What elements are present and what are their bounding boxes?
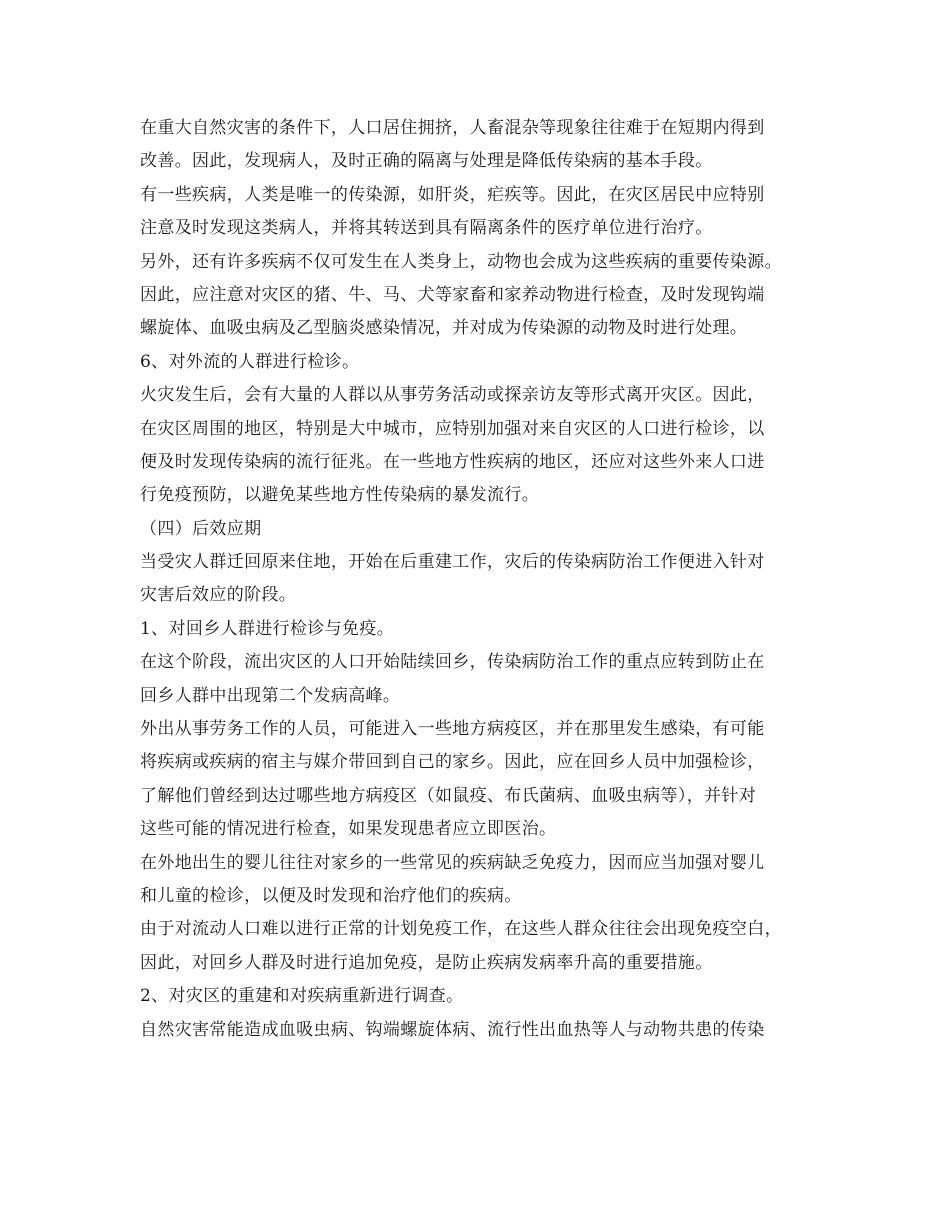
- text-line: 自然灾害常能造成血吸虫病、钩端螺旋体病、流行性出血热等人与动物共患的传染: [140, 1019, 765, 1040]
- text-line: 在这个阶段，流出灾区的人口开始陆续回乡，传染病防治工作的重点应转到防止在: [140, 652, 765, 673]
- text-line: 和儿童的检诊，以便及时发现和治疗他们的疾病。: [140, 885, 522, 906]
- text-line: 注意及时发现这类病人，并将其转送到具有隔离条件的医疗单位进行治疗。: [140, 218, 713, 239]
- text-line: 灾害后效应的阶段。: [140, 585, 297, 606]
- text-line: 将疾病或疾病的宿主与媒介带回到自己的家乡。因此，应在回乡人员中加强检诊，: [140, 752, 765, 773]
- text-line: 螺旋体、血吸虫病及乙型脑炎感染情况，并对成为传染源的动物及时进行处理。: [140, 318, 748, 339]
- section-heading: 1、对回乡人群进行检诊与免疫。: [140, 618, 395, 639]
- text-line: 火灾发生后，会有大量的人群以从事劳务活动或探亲访友等形式离开灾区。因此，: [140, 385, 765, 406]
- text-line: 这些可能的情况进行检查，如果发现患者应立即医治。: [140, 819, 557, 840]
- text-line: 回乡人群中出现第二个发病高峰。: [140, 685, 401, 706]
- text-line: 改善。因此，发现病人，及时正确的隔离与处理是降低传染病的基本手段。: [140, 151, 713, 172]
- section-heading: （四）后效应期: [140, 518, 262, 539]
- text-line: 在外地出生的婴儿往往对家乡的一些常见的疾病缺乏免疫力，因而应当加强对婴儿: [140, 852, 765, 873]
- text-line: 在重大自然灾害的条件下，人口居住拥挤，人畜混杂等现象往往难于在短期内得到: [140, 118, 765, 138]
- text-line: 便及时发现传染病的流行征兆。在一些地方性疾病的地区，还应对这些外来人口进: [140, 451, 765, 472]
- text-line: 行免疫预防，以避免某些地方性传染病的暴发流行。: [140, 485, 540, 506]
- text-line: 另外，还有许多疾病不仅可发生在人类身上，动物也会成为这些疾病的重要传染源。: [140, 251, 782, 272]
- text-line: 在灾区周围的地区，特别是大中城市，应特别加强对来自灾区的人口进行检诊，以: [140, 418, 765, 439]
- text-line: 外出从事劳务工作的人员，可能进入一些地方病疫区，并在那里发生感染，有可能: [140, 719, 765, 740]
- text-line: 由于对流动人口难以进行正常的计划免疫工作，在这些人群众往往会出现免疫空白，: [140, 919, 782, 940]
- document-body: [140, 112, 825, 1047]
- text-line: 有一些疾病，人类是唯一的传染源，如肝炎，疟疾等。因此，在灾区居民中应特别: [140, 184, 765, 205]
- text-line: 因此，应注意对灾区的猪、牛、马、犬等家畜和家养动物进行检查，及时发现钩端: [140, 284, 765, 305]
- section-heading: 6、对外流的人群进行检诊。: [140, 351, 360, 372]
- text-line: 因此，对回乡人群及时进行追加免疫，是防止疾病发病率升高的重要措施。: [140, 952, 713, 973]
- text-line: 了解他们曾经到达过哪些地方病疫区（如鼠疫、布氏菌病、血吸虫病等），并针对: [140, 785, 757, 806]
- section-heading: 2、对灾区的重建和对疾病重新进行调查。: [140, 986, 464, 1007]
- text-line: 当受灾人群迁回原来住地，开始在后重建工作，灾后的传染病防治工作便进入针对: [140, 552, 765, 573]
